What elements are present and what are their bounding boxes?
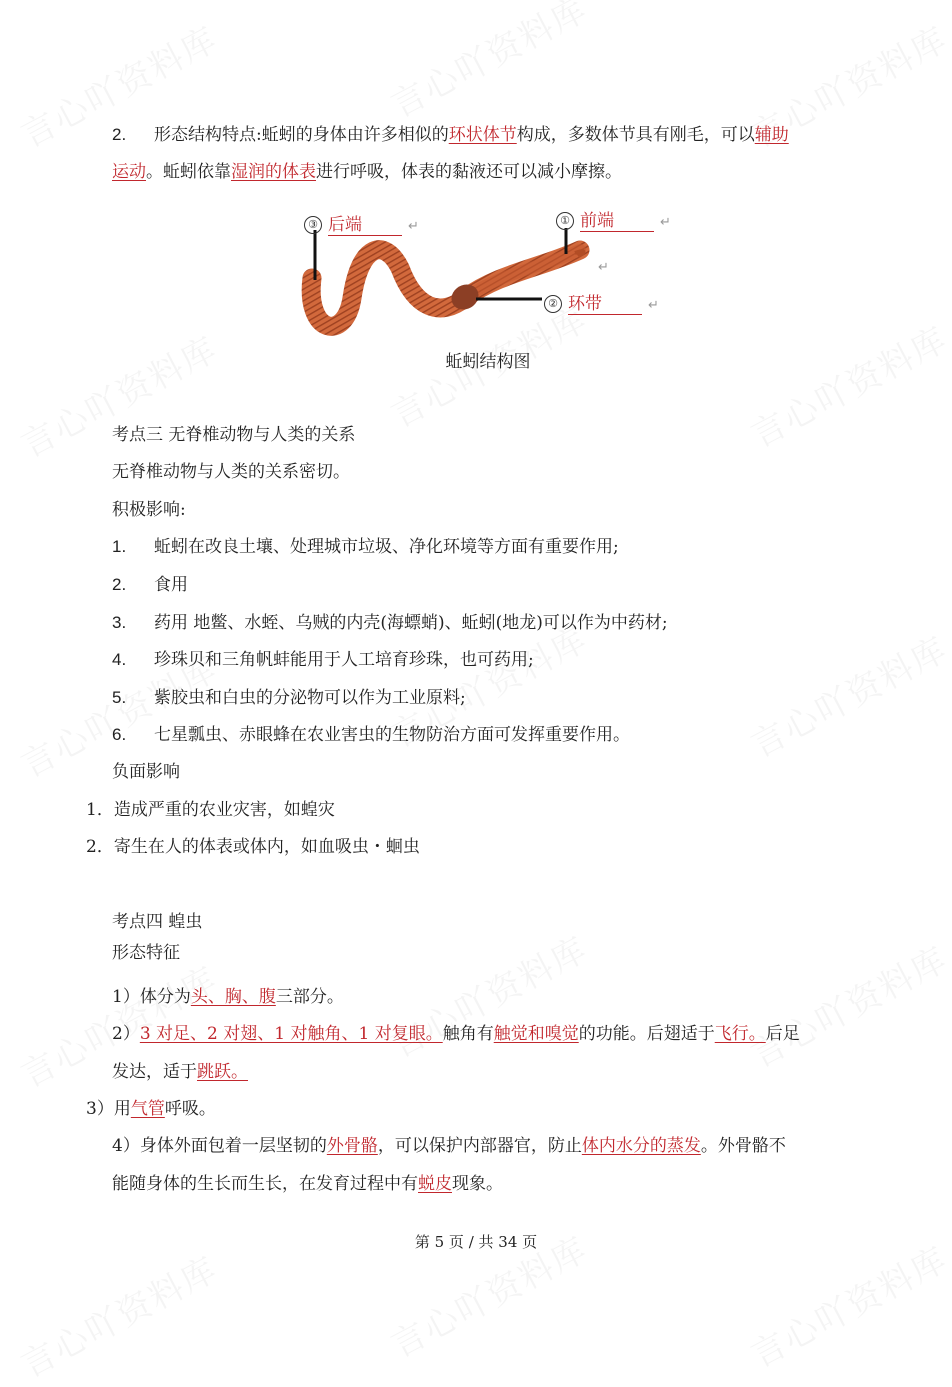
list-item (86, 798, 335, 822)
morphology-line-2 (112, 160, 622, 184)
item-number: 2. (112, 575, 127, 594)
text: 后足 (765, 1024, 800, 1044)
text: 。外骨骼不 (700, 1136, 786, 1156)
return-mark-icon: ↵ (660, 215, 671, 230)
watermark (741, 932, 952, 1077)
label-text: 后端 (328, 215, 402, 236)
text: 3）用 (86, 1099, 131, 1119)
text: 进行呼吸，体表的黏液还可以减小摩擦。 (316, 162, 622, 182)
item-text: 蚯蚓在改良土壤、处理城市垃圾、净化环境等方面有重要作用; (154, 537, 619, 557)
label-text: 环带 (568, 294, 642, 315)
earthworm-diagram (290, 198, 710, 343)
item-number: 2． (86, 837, 114, 857)
figure-caption: 蚯蚓结构图 (445, 352, 531, 372)
section-title: 考点四 蝗虫 (112, 912, 203, 932)
page-footer: 第 5 页 / 共 34 页 (414, 1233, 538, 1251)
item-text: 药用 地鳖、水蛭、乌贼的内壳(海螵蛸)、蚯蚓(地龙)可以作为中药材; (154, 613, 668, 633)
item-number: 3. (112, 613, 127, 632)
answer-underline: 3 对足、2 对翅、1 对触角、1 对复眼。 (139, 1024, 443, 1044)
item-number: 5. (112, 688, 127, 707)
list-item (112, 985, 344, 1009)
answer-underline: 辅助 (754, 125, 789, 145)
list-item (112, 611, 668, 635)
morphology-line-1 (112, 123, 789, 147)
item-text: 寄生在人的体表或体内，如血吸虫・蛔虫 (113, 837, 420, 857)
subheading: 负面影响 (112, 762, 180, 782)
text: 的功能。后翅适于 (578, 1024, 715, 1044)
label-rear-end (304, 210, 419, 235)
circle-number: ① (556, 212, 574, 230)
item-number: 6. (112, 725, 127, 744)
return-mark-icon: ↵ (648, 298, 659, 313)
paragraph: 无脊椎动物与人类的关系密切。 (112, 462, 350, 482)
item-number: 1． (86, 800, 114, 820)
text: 三部分。 (275, 987, 344, 1007)
item-number: 4. (112, 650, 127, 669)
label-front-end (556, 206, 671, 231)
answer-underline: 环状体节 (448, 125, 517, 145)
return-mark-icon: ↵ (408, 219, 419, 234)
list-item (112, 1134, 786, 1158)
circle-number: ③ (304, 216, 322, 234)
watermark (11, 1242, 225, 1387)
answer-underline: 运动 (112, 162, 146, 182)
list-item (112, 535, 619, 559)
answer-underline: 湿润的体表 (231, 162, 316, 182)
list-item (112, 573, 188, 597)
answer-underline: 体内水分的蒸发 (581, 1136, 701, 1156)
text: 呼吸。 (164, 1099, 216, 1119)
item-number: 1. (112, 537, 127, 556)
item-text: 造成严重的农业灾害，如蝗灾 (113, 800, 335, 820)
answer-underline: 气管 (130, 1099, 165, 1119)
text: 现象。 (452, 1174, 503, 1194)
subheading: 形态特征 (112, 943, 180, 963)
watermark (741, 622, 952, 767)
circle-number: ② (544, 295, 562, 313)
return-mark (592, 256, 609, 276)
text: 。蚯蚓依靠 (146, 162, 231, 182)
list-item-continued (112, 1060, 248, 1084)
text: 1）体分为 (112, 987, 191, 1007)
list-item (86, 835, 420, 859)
text: 形态结构特点:蚯蚓的身体由许多相似的 (154, 125, 449, 145)
section-title: 考点三 无脊椎动物与人类的关系 (112, 425, 356, 445)
answer-underline: 蜕皮 (418, 1174, 452, 1194)
item-text: 七星瓢虫、赤眼蜂在农业害虫的生物防治方面可发挥重要作用。 (154, 725, 630, 745)
label-clitellum (544, 289, 659, 314)
text: 发达，适于 (112, 1062, 197, 1082)
answer-underline: 飞行。 (714, 1024, 766, 1044)
return-mark-icon: ↵ (598, 260, 609, 275)
item-text: 食用 (154, 575, 188, 595)
text: 触角有 (442, 1024, 494, 1044)
text: 4）身体外面包着一层坚韧的 (112, 1136, 327, 1156)
watermark (741, 312, 952, 457)
text: ，可以保护内部器官，防止 (377, 1136, 582, 1156)
label-text: 前端 (580, 211, 654, 232)
answer-underline: 外骨骼 (326, 1136, 378, 1156)
text: 构成，多数体节具有刚毛，可以 (516, 125, 755, 145)
text: 2） (112, 1024, 140, 1044)
answer-underline: 触觉和嗅觉 (493, 1024, 579, 1044)
list-item (86, 1097, 216, 1121)
watermark (741, 1232, 952, 1377)
list-item (112, 648, 534, 672)
answer-underline: 头、胸、腹 (190, 987, 276, 1007)
watermark (381, 0, 595, 127)
item-number: 2. (112, 125, 127, 144)
subheading: 积极影响: (112, 500, 186, 520)
answer-underline: 跳跃。 (197, 1062, 248, 1082)
list-item (112, 723, 630, 747)
text: 能随身体的生长而生长，在发育过程中有 (112, 1174, 418, 1194)
list-item (112, 1022, 800, 1046)
item-text: 紫胶虫和白虫的分泌物可以作为工业原料; (154, 688, 466, 708)
item-text: 珍珠贝和三角帆蚌能用于人工培育珍珠，也可药用; (154, 650, 534, 670)
list-item (112, 686, 466, 710)
list-item-continued (112, 1172, 503, 1196)
